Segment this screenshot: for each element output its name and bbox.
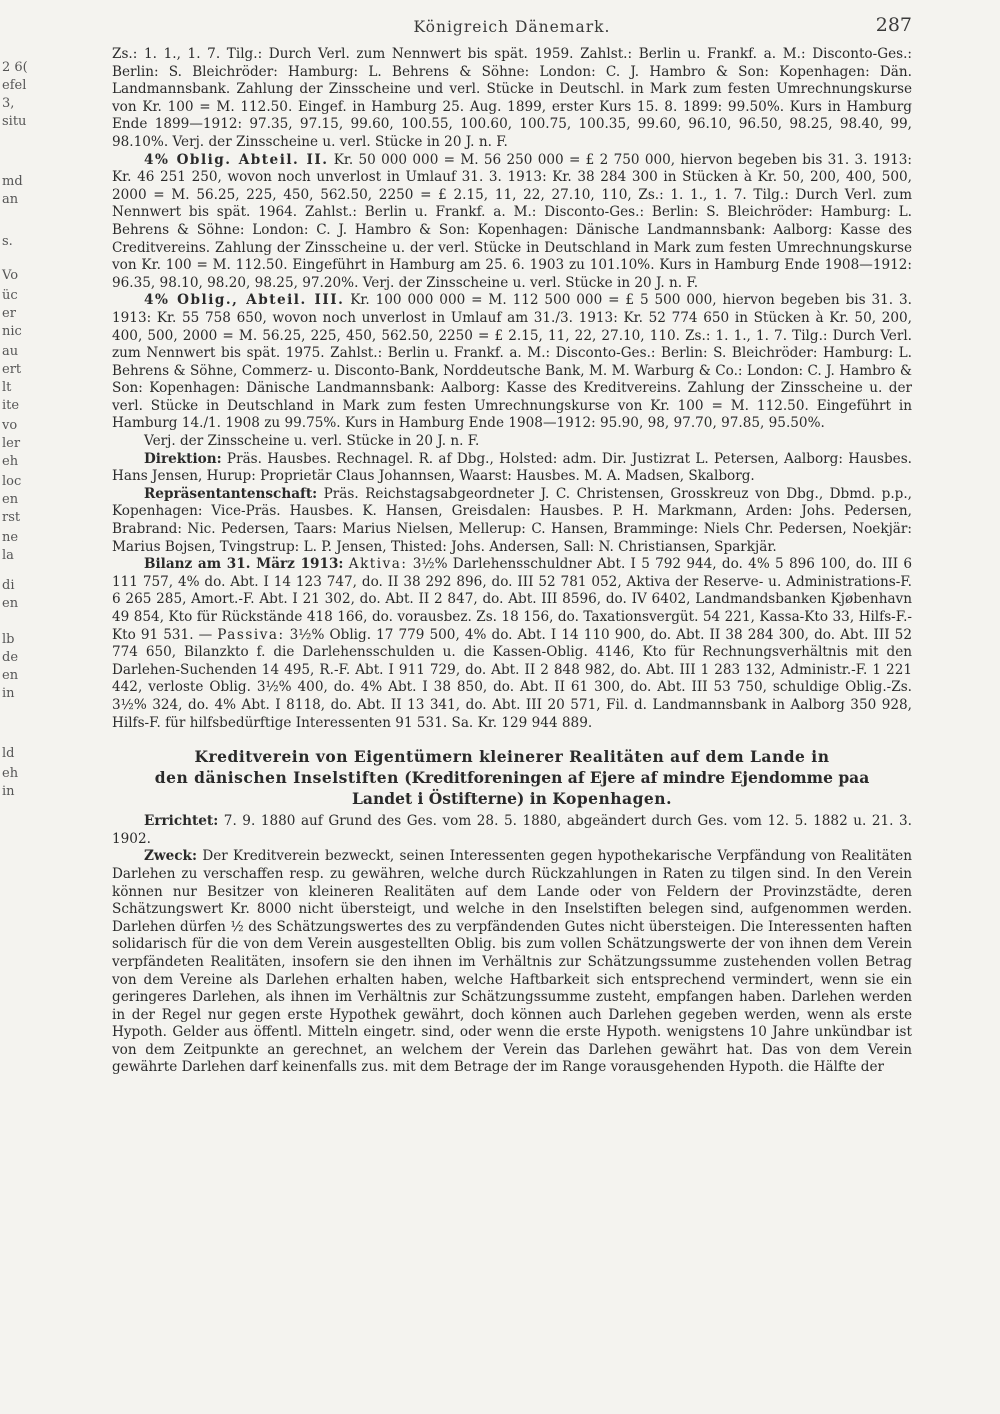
bleed-text: s. (2, 234, 13, 249)
bleed-text: er (2, 306, 16, 321)
bleed-text: la (2, 548, 14, 563)
bleed-text: ite (2, 398, 20, 413)
bilanz-paragraph (112, 556, 912, 732)
bleed-text: ne (2, 530, 19, 545)
abteilung-3-heading: 4% Oblig., Abteil. III. (144, 292, 345, 309)
section-title-line-2-sub: (Kreditforeningen af Ejere af mindre Ejendomme paa (404, 768, 870, 788)
direktion-label: Direktion: (144, 450, 222, 467)
section-title-line-2 (112, 767, 912, 788)
bleed-text: nic (2, 324, 22, 339)
bleed-text: ert (2, 362, 22, 377)
section-title-line-3-main: Landet i Östifterne) in (352, 789, 547, 809)
zweck-label: Zweck: (144, 848, 197, 865)
bleed-text: en (2, 668, 19, 683)
repraesentantenschaft-text: Präs. Reichstagsabgeordneter J. C. Christensen, Grosskreuz von Dbg., Dbmd. p.p., Kopenhagen: Vice-Präs. Hausbes. K. Hansen, Greisdalen: Hausbes. P. H. Markmann, Arden: Johs. Pedersen, Brabrand: Nic. Pedersen, Taars: Marius Nielsen, Mellerup: C. Hansen, Bramminge: Niels Chr. Pedersen, Noekjär: Marius Bojsen, Tvingstrup: L. P. Jensen, Thisted: Johs. Andersen, Sall: N. Christiansen, Sparkjär. (112, 485, 912, 555)
bleed-text: an (2, 192, 19, 207)
bleed-text: in (2, 784, 15, 799)
abteilung-2-paragraph (112, 152, 912, 293)
bleed-text: di (2, 578, 15, 593)
repraesentantenschaft-paragraph (112, 486, 912, 556)
section-title (112, 746, 912, 809)
abteilung-2-heading: 4% Oblig. Abteil. II. (144, 151, 329, 168)
abteilung-3-text: Kr. 100 000 000 = M. 112 500 000 = £ 5 500 000, hiervon begeben bis 31. 3. 1913: Kr. 55 758 650, wovon noch unverlost in Umlauf am 31./3. 1913: Kr. 52 774 650 in Stücken à Kr. 50, 200, 400, 500, 2000 = M. 56.25, 225, 450, 562.50, 2250 = £ 2.15, 11, 22, 27.10, 110. Zs.: 1. 1., 1. 7. Tilg.: Durch Verl. zum Nennwert bis spät. 1975. Zahlst.: Berlin u. Frankf. a. M.: Disconto-Ges.: Berlin: S. Bleichröder: Hamburg: L. Behrens & Söhne, Commerz- u. Disconto-Bank, Norddeutsche Bank, M. M. Warburg & Co.: London: C. J. Hambro & Son: Kopenhagen: Dänische Landmannsbank: Aalborg: Kasse des Kreditvereins. Zahlung der Zinsscheine u. der verl. Stücke in Deutschland in Mark zum festen Umrechnungskurse von Kr. 100 = M. 112.50. Eingeführt in Hamburg 14./1. 1908 zu 99.75%. Kurs in Hamburg Ende 1908—1912: 95.90, 98, 97.70, 97.85, 95.50%. (112, 292, 912, 432)
bleed-text: en (2, 596, 19, 611)
bleed-text: loc (2, 474, 22, 489)
repraesentantenschaft-label: Repräsentantenschaft: (144, 485, 318, 502)
document-page (112, 14, 912, 1077)
bleed-text: eh (2, 766, 19, 781)
bleed-text: rst (2, 510, 21, 525)
zweck-paragraph (112, 848, 912, 1077)
bleed-text: lb (2, 632, 15, 647)
bleed-text: en (2, 492, 19, 507)
bleed-text: vo (2, 418, 18, 433)
bleed-text: üc (2, 288, 18, 303)
bleed-text: lt (2, 380, 12, 395)
section-title-city: Kopenhagen. (552, 789, 672, 809)
errichtet-paragraph (112, 813, 912, 848)
left-margin-bleed (0, 0, 40, 1414)
bilanz-label: Bilanz am 31. März 1913: (144, 556, 344, 573)
bleed-text: in (2, 686, 15, 701)
abteilung-2-text: Kr. 50 000 000 = M. 56 250 000 = £ 2 750 000, hiervon begeben bis 31. 3. 1913: Kr. 46 251 250, wovon noch unverlost in Umlauf 31. 3. 1913: Kr. 38 284 300 in Stücken à Kr. 50, 200, 400, 500, 2000 = M. 56.25, 225, 450, 562.50, 2250 = £ 2.15, 11, 22, 27.10, 110, Zs.: 1. 1., 1. 7. Tilg.: Durch Verl. zum Nennwert bis spät. 1964. Zahlst.: Berlin u. Frankf. a. M.: Disconto-Ges.: Berlin: S. Bleichröder: Hamburg: L. Behrens & Söhne: London: C. J. Hambro & Son: Kopenhagen: Dänische Landmannsbank: Aalborg: Kasse des Creditvereins. Zahlung der Zinsscheine u. der verl. Stücke in Deutschland in Mark zum festen Umrechnungskurse von Kr. 100 = M. 112.50. Eingeführt in Hamburg am 25. 6. 1903 zu 101.10%. Kurs in Hamburg Ende 1908—1912: 96.35, 98.10, 98.20, 98.25, 97.20%. Verj. der Zinsscheine u. verl. Stücke in 20 J. n. F. (112, 151, 912, 291)
section-title-line-1: Kreditverein von Eigentümern kleinerer Realitäten auf dem Lande in (194, 747, 830, 767)
running-title: Königreich Dänemark. (413, 18, 611, 36)
opening-paragraph: Zs.: 1. 1., 1. 7. Tilg.: Durch Verl. zum Nennwert bis spät. 1959. Zahlst.: Berlin u. Frankf. a. M.: Disconto-Ges.: Berlin: S. Bleichröder: Hamburg: L. Behrens & Söhne: London: C. J. Hambro & Son: Kopenhagen: Dän. Landmannsbank. Zahlung der Zinsscheine und verl. Stücke in Deutschl. in Mark zum festen Umrechnungskurse von Kr. 100 = M. 112.50. Eingef. in Hamburg 25. Aug. 1899, erster Kurs 15. 8. 1899: 99.50%. Kurs in Hamburg Ende 1899—1912: 97.35, 97.15, 99.60, 100.55, 100.60, 100.75, 100.35, 99.60, 96.10, 96.50, 98.25, 98.40, 99, 98.10%. Verj. der Zinsscheine u. verl. Stücke in 20 J. n. F. (112, 46, 912, 150)
bleed-text: situ (2, 114, 27, 129)
section-title-line-3 (112, 788, 912, 809)
page-header (112, 14, 912, 46)
bleed-text: ler (2, 436, 21, 451)
bleed-text: de (2, 650, 19, 665)
bleed-text: 2 6( (2, 60, 28, 75)
bleed-text: eh (2, 454, 19, 469)
page-number: 287 (875, 14, 912, 36)
bleed-text: efel (2, 78, 27, 93)
errichtet-label: Errichtet: (144, 813, 219, 830)
bleed-text: au (2, 344, 19, 359)
zweck-text: Der Kreditverein bezweckt, seinen Interessenten gegen hypothekarische Verpfändung von Realitäten Darlehen zu verschaffen resp. zu gewähren, welche durch Rückzahlungen in Raten zu tilgen sind. In den Verein können nur Besitzer von kleineren Realitäten auf dem Lande oder von Feldern der Provinzstädte, deren Schätzungswert Kr. 8000 nicht übersteigt, und welche in den Inselstiften belegen sind, aufgenommen werden. Darlehen dürfen ½ des Schätzungswertes des zu verpfändenden Gutes nicht übersteigen. Die Interessenten haften solidarisch für die von dem Verein ausgestellten Oblig. bis zum vollen Schätzungswerte der von ihnen dem Verein verpfändeten Realitäten, insofern sie den ihnen im Verhältnis zur Schätzungssumme zustehenden vollen Betrag von dem Vereine als Darlehen erhalten haben, welche Haftbarkeit sich entsprechend vermindert, wenn sie ein geringeres Darlehen, als ihnen im Verhältnis zur Schätzungssumme zusteht, empfangen haben. Darlehen werden in der Regel nur gegen erste Hypothek gewährt, doch können auch Darlehen gegeben werden, wenn als erste Hypoth. Gelder aus öffentl. Mitteln eingetr. sind, oder wenn die erste Hypoth. wenigstens 10 Jahre unkündbar ist von dem Zeitpunkte an gerechnet, an welchem der Verein das Darlehen gewährt hat. Das von dem Verein gewährte Darlehen darf keinenfalls zus. mit dem Betrage der im Range vorausgehenden Hypoth. die Hälfte der (112, 848, 912, 1076)
passiva-text: 3½% Oblig. 17 779 500, 4% do. Abt. I 14 110 900, do. Abt. II 38 284 300, do. Abt. III 52 774 650, Bilanzkto f. die Darlehensschulden u. die Kassen-Oblig. 4146, Kto für Rechnungsverhältnis mit den Darlehen-Suchenden 14 495, R.-F. Abt. I 911 729, do. Abt. II 2 848 982, do. Abt. III 1 283 132, Administr.-F. 1 221 442, verloste Oblig. 3½% 400, do. 4% Abt. I 38 850, do. Abt. II 61 300, do. Abt. III 53 750, schuldige Oblig.-Zs. 3½% 324, do. 4% Abt. I 8118, do. Abt. II 13 341, do. Abt. III 20 571, Fil. d. Landmannsbank in Aalborg 350 928, Hilfs-F. für hilfsbedürftige Interessenten 91 531. (112, 626, 912, 731)
errichtet-text: 7. 9. 1880 auf Grund des Ges. vom 28. 5. 1880, abgeändert durch Ges. vom 12. 5. 1882 u. 21. 3. 1902. (112, 813, 913, 847)
aktiva-text: 3½% Darlehensschuldner Abt. I 5 792 944, do. 4% 5 896 100, do. III 6 111 757, 4% do. Abt. I 14 123 747, do. II 38 292 896, do. III 52 781 052, Aktiva der Reserve- u. Administrations-F. 6 265 285, Amort.-F. Abt. I 21 302, do. Abt. II 2 847, do. Abt. III 8596, do. IV 6402, Landmandsbanken Kjøbenhavn 49 854, Kto für Rückstände 418 166, do. vorausbez. Zs. 18 156, do. Taxationsvergüt. 54 221, Kassa-Kto 33, Hilfs-F.-Kto 91 531. — (112, 556, 913, 643)
bleed-text: Vo (2, 268, 19, 283)
bleed-text: ld (2, 746, 15, 761)
direktion-text: Präs. Hausbes. Rechnagel. R. af Dbg., Holsted: adm. Dir. Justizrat L. Petersen, Aalborg: Hausbes. Hans Jensen, Hurup: Proprietär Claus Johannsen, Waarst: Hausbes. M. A. Madsen, Skalborg. (112, 450, 912, 485)
aktiva-label: Aktiva: (348, 556, 408, 573)
abteilung-3-verj: Verj. der Zinsscheine u. verl. Stücke in 20 J. n. F. (144, 433, 480, 450)
direktion-paragraph (112, 451, 912, 486)
bilanz-sum: Sa. Kr. 129 944 889. (451, 714, 593, 731)
abteilung-3-paragraph (112, 292, 912, 433)
passiva-label: Passiva: (217, 626, 285, 643)
bleed-text: md (2, 174, 23, 189)
bleed-text: 3, (2, 96, 15, 111)
section-title-line-2-main: den dänischen Inselstiften (154, 768, 399, 788)
